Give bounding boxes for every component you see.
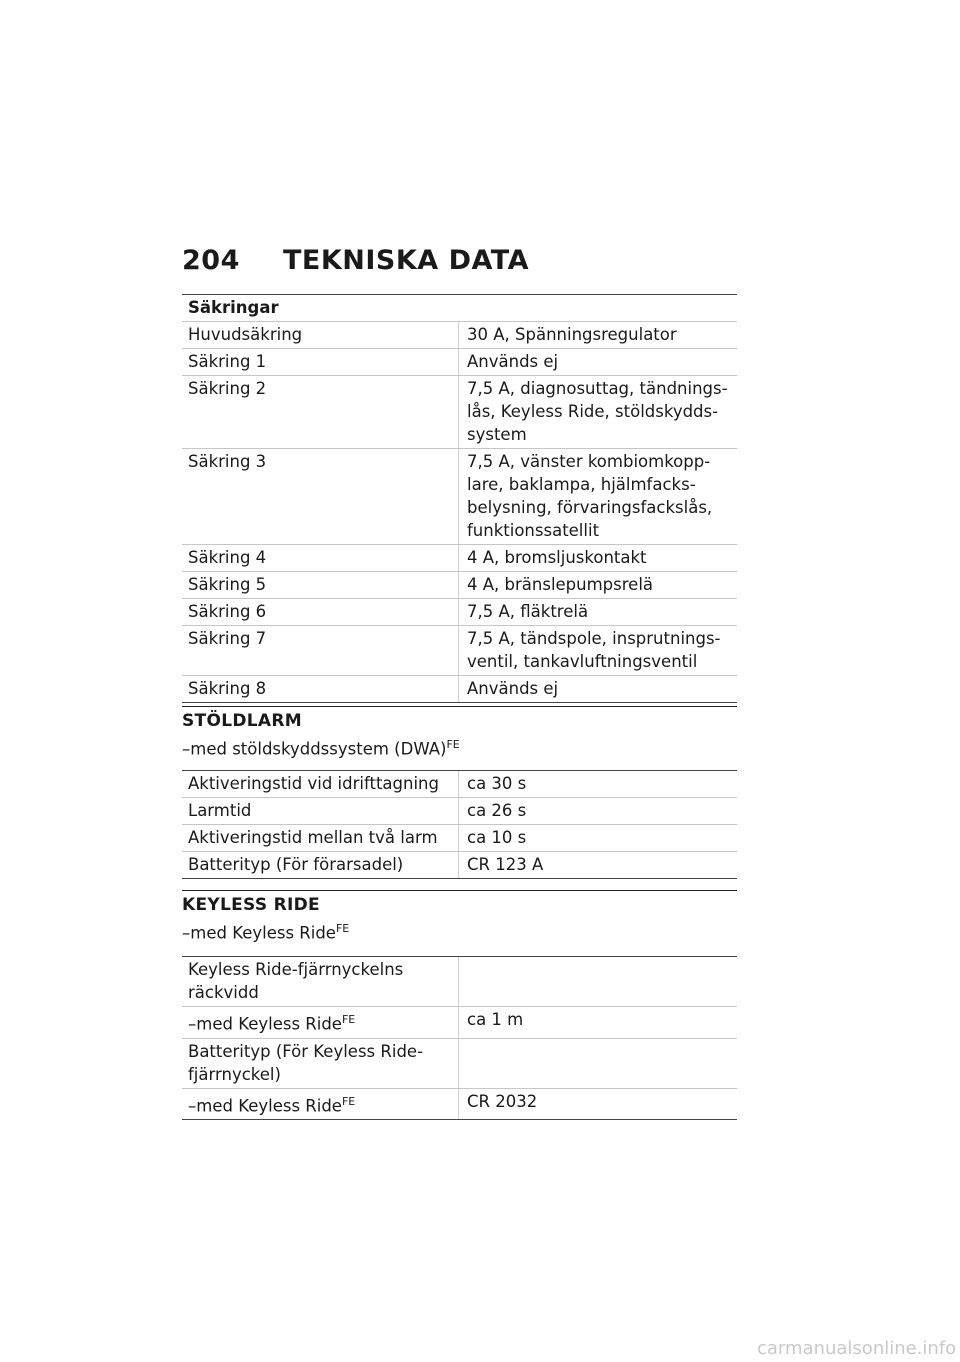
table-row — [182, 1088, 737, 1121]
keyless-value — [458, 957, 737, 1006]
fuse-value: Används ej — [458, 676, 737, 702]
fuse-label: Säkring 3 — [188, 452, 267, 471]
fuse-label: Huvudsäkring — [188, 325, 303, 344]
fuse-label: Säkring 8 — [188, 679, 267, 698]
keyless-table — [182, 956, 737, 1120]
keyless-value — [458, 1039, 737, 1088]
page-title: TEKNISKA DATA — [283, 245, 530, 276]
keyless-value: ca 1 m — [458, 1007, 737, 1038]
keyless-label: –med Keyless Ride$^{FE}$ — [188, 1094, 356, 1115]
keyless-subtitle: –med Keyless Ride$^{FE}$ — [182, 922, 350, 943]
keyless-label: Keyless Ride-fjärrnyckelns räckvidd — [188, 960, 404, 1002]
watermark: carmanualsonline.info — [757, 1338, 957, 1359]
fuse-label: Säkring 1 — [188, 352, 267, 371]
alarm-value: CR 123 A — [458, 852, 737, 878]
alarm-label: Batterityp (För förarsadel) — [188, 855, 404, 874]
alarm-value: ca 26 s — [458, 798, 737, 824]
table-header-row — [182, 294, 737, 321]
table-row — [182, 598, 737, 625]
fe-superscript: FE — [341, 1094, 356, 1108]
table-row — [182, 824, 737, 851]
fuse-label: Säkring 7 — [188, 629, 267, 648]
table-row — [182, 770, 737, 797]
keyless-label: –med Keyless Ride$^{FE}$ — [188, 1013, 356, 1034]
alarm-label: Larmtid — [188, 801, 252, 820]
page-header — [182, 245, 529, 276]
table-row — [182, 321, 737, 348]
alarm-label: Aktiveringstid vid idrifttagning — [188, 774, 439, 793]
fuse-value: 7,5 A, fläktrelä — [458, 599, 737, 625]
fe-superscript: FE — [446, 738, 460, 751]
keyless-label: Batterityp (För Keyless Ride-fjärrnyckel) — [188, 1041, 424, 1084]
fe-superscript: FE — [341, 1013, 356, 1026]
keyless-section — [182, 890, 737, 943]
alarm-value: ca 10 s — [458, 825, 737, 851]
alarm-value: ca 30 s — [458, 771, 737, 797]
fuse-label: Säkring 4 — [188, 548, 267, 567]
table-row — [182, 1006, 737, 1038]
alarm-subtitle: –med stöldskyddssystem (DWA)$^{FE}$ — [182, 738, 460, 759]
table-row — [182, 544, 737, 571]
fuse-value: 7,5 A, diagnosuttag, tändnings-lås, Keyless Ride, stöldskydds-system — [458, 376, 737, 448]
keyless-title: KEYLESS RIDE — [182, 895, 320, 915]
table-row — [182, 448, 737, 544]
alarm-section — [182, 706, 737, 759]
table-row — [182, 571, 737, 598]
alarm-table — [182, 770, 737, 879]
table-row — [182, 797, 737, 824]
table-row — [182, 675, 737, 703]
fuse-value: Används ej — [458, 349, 737, 375]
table-row — [182, 956, 737, 1006]
table-row — [182, 625, 737, 675]
alarm-title: STÖLDLARM — [182, 711, 302, 731]
fuse-value: 7,5 A, tändspole, insprutnings-ventil, tankavluftningsventil — [458, 626, 737, 675]
fuse-value: 30 A, Spänningsregulator — [458, 322, 737, 348]
fuse-value: 7,5 A, vänster kombiomkopp-lare, baklampa, hjälmfacks-belysning, förvaringsfackslås, funktionssatellit — [458, 449, 737, 544]
fuses-header: Säkringar — [188, 298, 279, 317]
table-row — [182, 348, 737, 375]
fuse-label: Säkring 6 — [188, 602, 267, 621]
table-row — [182, 375, 737, 448]
page-number: 204 — [182, 245, 240, 276]
fe-superscript: FE — [335, 922, 350, 935]
table-row — [182, 851, 737, 879]
fuse-label: Säkring 2 — [188, 379, 267, 398]
table-row — [182, 1038, 737, 1088]
alarm-label: Aktiveringstid mellan två larm — [188, 828, 438, 847]
keyless-value: CR 2032 — [458, 1089, 737, 1120]
fuse-value: 4 A, bromsljuskontakt — [458, 545, 737, 571]
fuses-table — [182, 294, 737, 703]
fuse-value: 4 A, bränslepumpsrelä — [458, 572, 737, 598]
fuse-label: Säkring 5 — [188, 575, 267, 594]
